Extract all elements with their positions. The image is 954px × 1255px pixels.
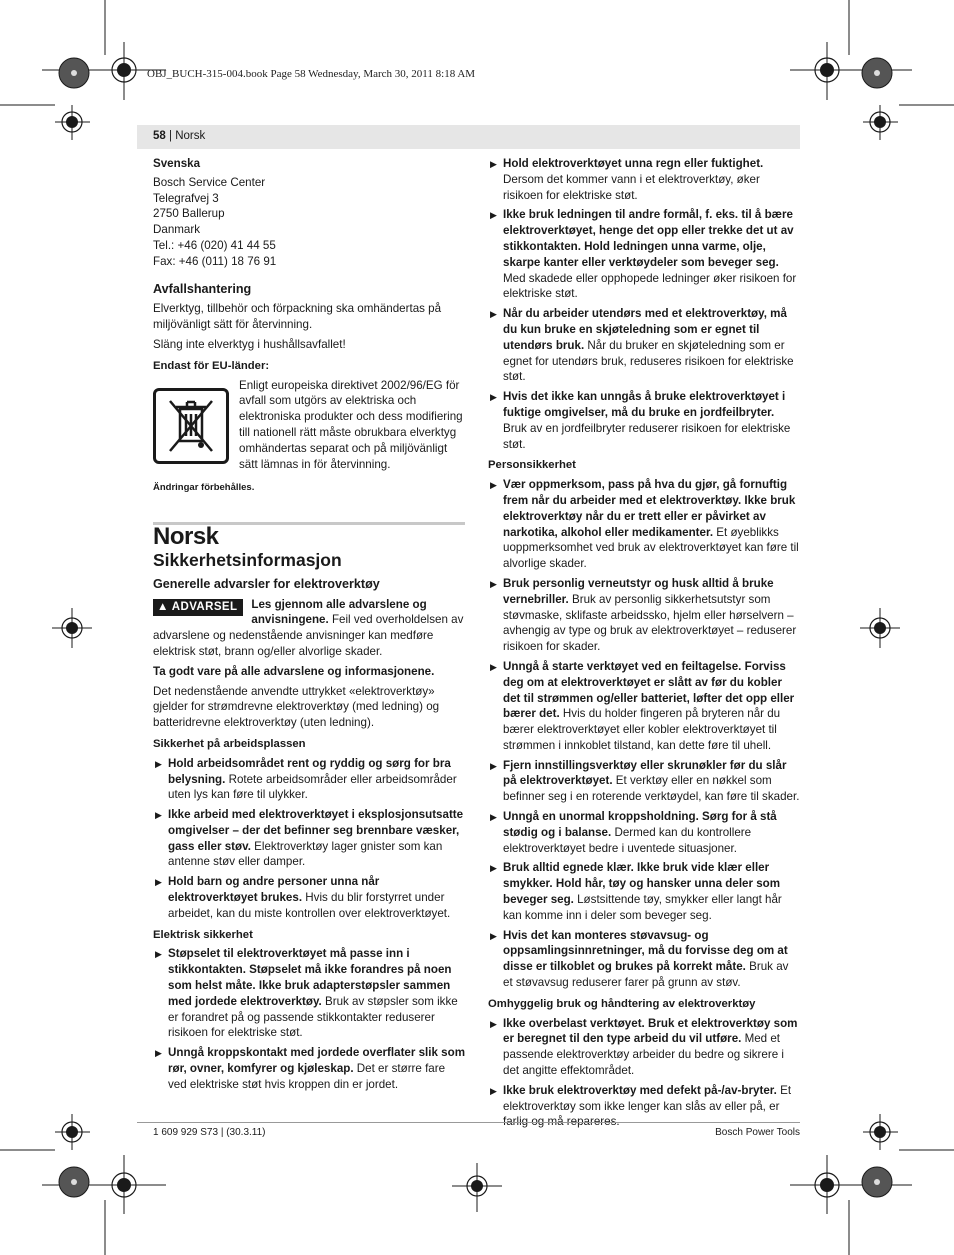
list-item: ▶ Støpselet til elektroverktøyet må passe inn i stikkontakten. Støpselet må ikke forandres på noen som helst måte. Ikke bruk adapterstøpsler sammen med jordede elektroverktøy. Bruk av støpsler som ikke er forandret på og passende stikkontakter reduserer risikoen for elektriske støt. xyxy=(155,947,458,1040)
eu-directive-text: Enligt europeiska direktivet 2002/96/EG för avfall som utgörs av elektriska och elektroniska produkter och dess modifiering till nationell rätt måste obrukbara elverktyg omhändertas separat och på miljövänligt sätt lämnas in för återvinning. xyxy=(239,378,463,471)
disposal-text: Släng inte elverktyg i hushållsavfallet! xyxy=(153,337,346,351)
footer-rule xyxy=(137,1122,800,1123)
left-column xyxy=(153,156,465,1097)
list-item: ▶ Hvis det kan monteres støvavsug- og oppsamlingsinnretninger, må du forvisse deg om at disse er tilkoblet og brukes på korrekt måte. Bruk av et støvavsug reduserer farer på grunn av støv. xyxy=(490,928,789,990)
bullet-arrow-icon: ▶ xyxy=(155,758,162,769)
page-header xyxy=(153,130,205,142)
list-item: ▶ Unngå å starte verktøyet ved en feiltagelse. Forviss deg om at elektroverktøyet er slått av før du kobler det til strømmen og/eller batteriet, løfter det opp eller bærer det. Hvis du holder fingeren på bryteren når du bærer elektroverktøyet eller kobler elektroverktøyet til strømmen i innkoblet tilstand, kan dette føre til uhell. xyxy=(490,659,795,752)
keep-instructions: Ta godt vare på alle advarslene og informasjonene. xyxy=(153,664,435,678)
right-column xyxy=(488,156,800,1134)
bullet-arrow-icon: ▶ xyxy=(490,1018,497,1029)
list-item: ▶ Unngå kroppskontakt med jordede overflater slik som rør, ovner, komfyrer og kjøleskap. Det er større fare ved elektriske støt hvis kroppen din er jordet. xyxy=(155,1046,466,1091)
footer-brand: Bosch Power Tools xyxy=(715,1127,800,1138)
list-item: ▶ Fjern innstillingsverktøy eller skrunøkler før du slår på elektroverktøyet. Et verktøy eller en nøkkel som befinner seg i en roterende verktøydel, kan føre til skader. xyxy=(490,758,800,804)
definition-text: Det nedenstående anvendte uttrykket «elektroverktøy» gjelder for strømdrevne elektroverktøy (med ledning) og batteridrevne elektroverktøy (uten ledning). xyxy=(153,684,440,730)
bullet-arrow-icon: ▶ xyxy=(490,309,497,320)
list-item: ▶ Hold elektroverktøyet unna regn eller fuktighet. Dersom det kommer vann i et elektroverktøy, øker risikoen for elektriske støt. xyxy=(490,157,764,202)
disposal-text: Elverktyg, tillbehör och förpackning ska omhändertas på miljövänligt sätt för återvinning. xyxy=(153,302,442,332)
list-item: ▶ Bruk alltid egnede klær. Ikke bruk vide klær eller smykker. Hold hår, tøy og hansker unna deler som beveger seg. Løstsittende tøy, smykker eller langt hår kan komme inn i deler som beveger seg. xyxy=(490,861,782,922)
bullet-arrow-icon: ▶ xyxy=(490,392,497,403)
bullet-arrow-icon: ▶ xyxy=(490,760,497,771)
warning-triangle-icon: ▲ xyxy=(157,600,169,613)
list-item: ▶ Unngå en unormal kroppsholdning. Sørg for å stå stødig og i balanse. Dermed kan du kontrollere elektroverktøyet bedre i uventede situasjoner. xyxy=(490,810,777,855)
bullet-arrow-icon: ▶ xyxy=(490,210,497,221)
changes-note: Ändringar förbehålles. xyxy=(153,482,255,494)
bullet-arrow-icon: ▶ xyxy=(155,877,162,888)
personal-safety-heading: Personsikkerhet xyxy=(488,459,576,472)
bullet-arrow-icon: ▶ xyxy=(490,930,497,941)
bullet-arrow-icon: ▶ xyxy=(490,863,497,874)
warning-paragraph xyxy=(153,597,465,660)
work-area-heading: Sikkerhet på arbeidsplassen xyxy=(153,737,306,750)
bullet-arrow-icon: ▶ xyxy=(155,810,162,821)
list-item: ▶ Når du arbeider utendørs med et elektroverktøy, må du kun bruke en skjøteledning som er egnet til utendørs bruk. Når du bruker en skjøteledning som er egnet for utendørs bruk, reduseres risikoen for elektriske støt. xyxy=(490,307,794,384)
electrical-heading: Elektrisk sikkerhet xyxy=(153,928,253,941)
section-title: Sikkerhetsinformasjon xyxy=(153,549,342,570)
bullet-arrow-icon: ▶ xyxy=(155,1048,162,1059)
bullet-arrow-icon: ▶ xyxy=(490,159,497,169)
list-item: ▶ Ikke bruk ledningen til andre formål, f. eks. til å bære elektroverktøyet, henge det opp eller trekke det ut av stikkontakten. Hold ledningen unna varme, olje, skarpe kanter eller verktøydeler som beveger seg. Med skadede eller opphopede ledninger øker risikoen for elektriske støt. xyxy=(490,208,797,301)
page-header-bar xyxy=(137,125,800,149)
list-item: ▶ Bruk personlig verneutstyr og husk alltid å bruke vernebriller. Bruk av personlig sikkerhetsutstyr som støvmaske, sklifaste arbeidssko, hjelm eller hørselvern – avhengig av type og bruk av elektroverktøyet – reduserer risikoen for skader. xyxy=(490,576,797,654)
bullet-arrow-icon: ▶ xyxy=(490,1085,497,1096)
footer-doc-number: 1 609 929 S73 | (30.3.11) xyxy=(153,1127,266,1138)
print-info-line: OBJ_BUCH-315-004.book Page 58 Wednesday, March 30, 2011 8:18 AM xyxy=(147,68,476,80)
list-item: ▶ Hvis det ikke kan unngås å bruke elektroverktøyet i fuktige omgivelser, må du bruke en jordfeilbryter. Bruk av en jordfeilbryter reduserer risikoen for elektriske støt. xyxy=(490,390,791,451)
address-line: Fax: +46 (011) 18 76 91 xyxy=(153,254,277,268)
list-item: ▶ Vær oppmerksom, pass på hva du gjør, gå fornuftig frem når du arbeider med et elektroverktøy. Ikke bruk elektroverktøy når du er trett eller er påvirket av narkotika, alkohol eller medikamenter. Et øyeblikks uoppmerksomhet ved bruk av elektroverktøyet kan føre til alvorlige skader. xyxy=(490,478,799,571)
header-separator: | xyxy=(165,130,176,142)
eu-heading: Endast för EU-länder: xyxy=(153,359,270,372)
disposal-heading: Avfallshantering xyxy=(153,281,252,296)
bullet-arrow-icon: ▶ xyxy=(155,949,162,960)
crossed-bin-icon xyxy=(153,388,229,464)
list-item: ▶ Ikke arbeid med elektroverktøyet i eksplosjonsutsatte omgivelser – der det befinner seg brennbare væsker, gass eller støv. Elektroverktøy lager gnister som kan antenne støv eller damper. xyxy=(155,808,464,869)
general-warnings-heading: Generelle advarsler for elektroverktøy xyxy=(153,576,380,591)
address-line: Telegrafvej 3 xyxy=(153,191,219,205)
address-line: 2750 Ballerup xyxy=(153,207,225,221)
weee-block xyxy=(153,378,465,473)
warning-bold: Les gjennom alle advarslene og anvisningene. xyxy=(251,597,427,627)
list-item: ▶ Hold barn og andre personer unna når elektroverktøyet brukes. Hvis du blir forstyrret under arbeidet, kan du miste kontrollen over elektroverktøyet. xyxy=(155,875,451,920)
list-item: ▶ Ikke overbelast verktøyet. Bruk et elektroverktøy som er beregnet til den type arbeid du vil utføre. Med et passende elektroverktøy arbeider du bedre og sikrere i det angitte effektområdet. xyxy=(490,1016,798,1078)
careful-use-heading: Omhyggelig bruk og håndtering av elektroverktøy xyxy=(488,997,756,1010)
bullet-arrow-icon: ▶ xyxy=(490,578,497,589)
address-line: Danmark xyxy=(153,223,201,237)
header-section: Norsk xyxy=(175,130,206,142)
service-address xyxy=(153,175,465,270)
address-line: Tel.: +46 (020) 41 44 55 xyxy=(153,238,276,252)
svenska-heading: Svenska xyxy=(153,157,201,170)
warning-badge: ▲ ADVARSEL xyxy=(153,599,243,617)
bullet-arrow-icon: ▶ xyxy=(490,480,497,491)
warning-text: Feil ved overholdelsen av advarslene og nedenstående anvisninger kan medføre elektrisk støt, brann og/eller alvorlige skader. xyxy=(153,613,464,658)
bullet-arrow-icon: ▶ xyxy=(490,812,497,823)
list-item: ▶ Ikke bruk elektroverktøy med defekt på-/av-bryter. Et elektroverktøy som ikke lenger kan slås av eller på, er farlig og må repareres. xyxy=(490,1083,792,1129)
language-title: Norsk xyxy=(153,523,219,551)
list-item: ▶ Hold arbeidsområdet rent og ryddig og sørg for bra belysning. Rotete arbeidsområder eller arbeidsområder uten lys kan føre til ulykker. xyxy=(155,756,457,802)
page-number: 58 xyxy=(153,130,166,142)
bullet-arrow-icon: ▶ xyxy=(490,661,497,672)
address-line: Bosch Service Center xyxy=(153,175,266,189)
